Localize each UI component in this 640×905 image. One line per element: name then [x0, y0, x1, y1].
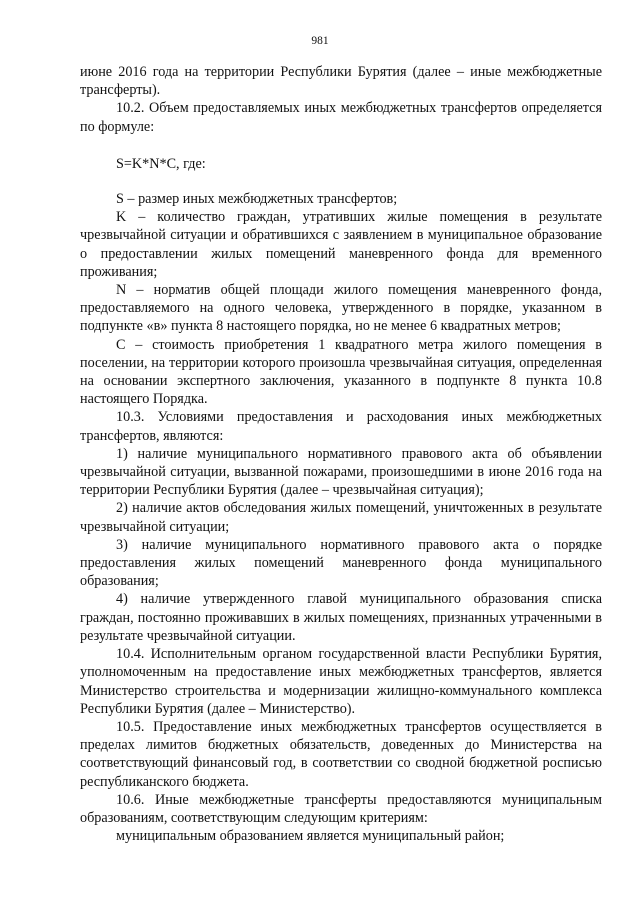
paragraph-10-4: 10.4. Исполнительным органом государственной власти Республики Бурятия, уполномоченным на предоставление иных межбюджетных трансфертов, является Министерство строительства и модернизации жилищно-коммунального комплекса Республики Бурятия (далее – Министерство). — [80, 646, 602, 717]
document-body — [80, 63, 602, 845]
page-number: 981 — [311, 35, 329, 47]
paragraph-10-2: 10.2. Объем предоставляемых иных межбюджетных трансфертов определяется по формуле: — [80, 100, 602, 135]
condition-2: 2) наличие актов обследования жилых помещений, уничтоженных в результате чрезвычайной ситуации; — [80, 500, 602, 535]
paragraph-10-5: 10.5. Предоставление иных межбюджетных трансфертов осуществляется в пределах лимитов бюджетных обязательств, доведенных до Министерства на соответствующий финансовый год, в соответствии со сводной бюджетной росписью республиканского бюджета. — [80, 718, 602, 790]
paragraph-10-6: 10.6. Иные межбюджетные трансферты предоставляются муниципальным образованиям, соответствующим следующим критериям: — [80, 791, 602, 826]
definition-k: K – количество граждан, утративших жилые помещения в результате чрезвычайной ситуации и обратившихся с заявлением в муниципальное образование о предоставлении жилых помещений маневренного фонда для временного проживания; — [80, 209, 602, 280]
definition-s: S – размер иных межбюджетных трансфертов; — [116, 191, 398, 208]
condition-3: 3) наличие муниципального нормативного правового акта о порядке предоставления жилых помещений маневренного фонда муниципального образования; — [80, 536, 602, 590]
condition-4: 4) наличие утвержденного главой муниципального образования списка граждан, постоянно проживавших в жилых помещениях, признанных утраченными в результате чрезвычайной ситуации. — [80, 591, 602, 644]
paragraph-10-3: 10.3. Условиями предоставления и расходования иных межбюджетных трансфертов, являются: — [80, 409, 602, 444]
condition-1: 1) наличие муниципального нормативного правового акта об объявлении чрезвычайной ситуации, вызванной пожарами, произошедшими в июне 2016 года на территории Республики Бурятия (далее – чрезвычайная ситуация); — [80, 445, 602, 499]
definition-n: N – норматив общей площади жилого помещения маневренного фонда, предоставляемого на одного человека, утвержденного в порядке, указанном в подпункте «в» пункта 8 настоящего порядка, но не менее 6 квадратных метров; — [80, 282, 602, 335]
paragraph-continuation: июне 2016 года на территории Республики Бурятия (далее – иные межбюджетные трансферты). — [80, 64, 602, 99]
formula: S=K*N*C, где: — [116, 155, 206, 172]
definition-c: C – стоимость приобретения 1 квадратного метра жилого помещения в поселении, на территории которого произошла чрезвычайная ситуация, определенная на основании экспертного заключения, указанного в подпункте 8 пункта 10.8 настоящего Порядка. — [80, 336, 602, 408]
criterion-1: муниципальным образованием является муниципальный район; — [116, 828, 505, 845]
